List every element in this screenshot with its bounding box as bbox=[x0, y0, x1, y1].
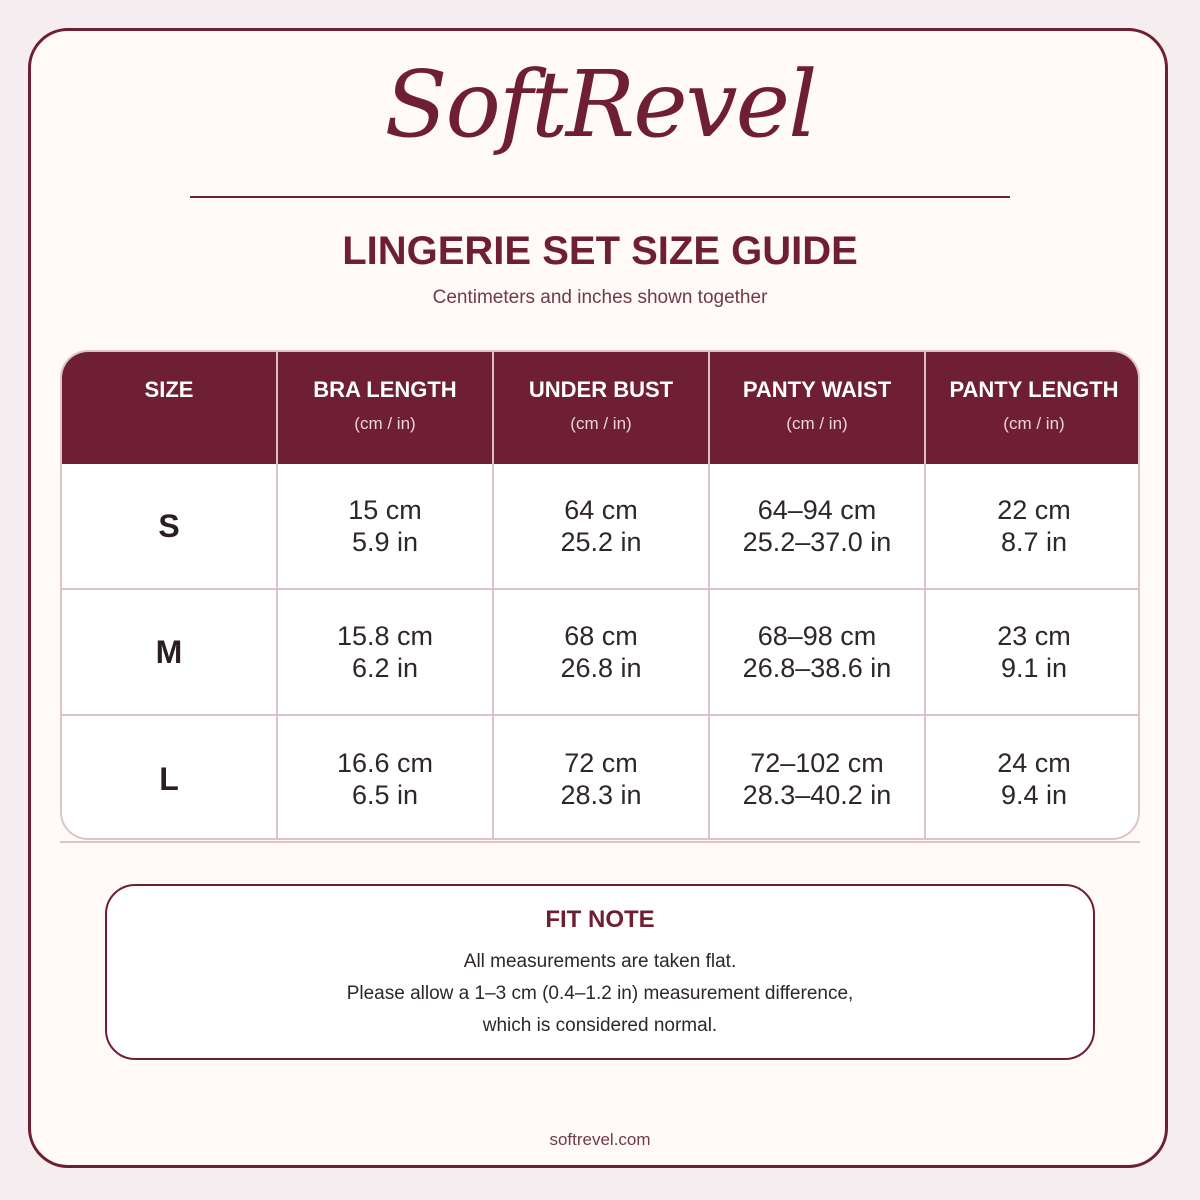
cm-value: 16.6 cm bbox=[336, 748, 434, 778]
cm-value: 24 cm bbox=[997, 748, 1071, 778]
fit-note-title: FIT NOTE bbox=[545, 906, 655, 933]
in-value: 28.3–40.2 in bbox=[742, 780, 892, 810]
cm-value: 72 cm bbox=[564, 748, 638, 778]
in-value: 26.8–38.6 in bbox=[742, 653, 892, 683]
table-header bbox=[62, 352, 1140, 464]
in-value: 5.9 in bbox=[351, 527, 419, 557]
panty-length-cell bbox=[926, 590, 1140, 714]
panty-length-cell bbox=[926, 464, 1140, 588]
cm-value: 22 cm bbox=[997, 495, 1071, 525]
in-value: 9.4 in bbox=[1000, 780, 1068, 810]
size-cell: S bbox=[62, 464, 278, 588]
bra-length-cell bbox=[278, 464, 494, 588]
website-link[interactable]: softrevel.com bbox=[549, 1130, 651, 1149]
cm-value: 68–98 cm bbox=[757, 621, 877, 651]
column-header-unit: (cm / in) bbox=[570, 414, 632, 433]
column-header-label: PANTY LENGTH bbox=[949, 377, 1119, 402]
in-value: 6.2 in bbox=[351, 653, 419, 683]
panty-waist-cell bbox=[710, 464, 926, 588]
fit-note-box bbox=[105, 884, 1095, 1060]
table-row bbox=[62, 590, 1140, 716]
in-value: 25.2–37.0 in bbox=[742, 527, 892, 557]
column-header-unit: (cm / in) bbox=[354, 414, 416, 433]
column-header-label: UNDER BUST bbox=[528, 377, 674, 402]
cm-value: 72–102 cm bbox=[750, 748, 884, 778]
column-header-bra-length bbox=[278, 352, 494, 464]
column-header-unit: (cm / in) bbox=[1003, 414, 1065, 433]
fit-note-line: All measurements are taken flat. bbox=[463, 951, 737, 972]
header-divider bbox=[190, 196, 1010, 198]
under-bust-cell bbox=[494, 590, 710, 714]
page-subtitle: Centimeters and inches shown together bbox=[432, 287, 768, 308]
size-table bbox=[60, 350, 1140, 840]
column-header-label: PANTY WAIST bbox=[742, 377, 892, 402]
cm-value: 68 cm bbox=[564, 621, 638, 651]
column-header-unit: (cm / in) bbox=[786, 414, 848, 433]
bra-length-cell bbox=[278, 716, 494, 840]
under-bust-cell bbox=[494, 716, 710, 840]
fit-note-line: Please allow a 1–3 cm (0.4–1.2 in) measurement difference, bbox=[346, 983, 854, 1004]
in-value: 28.3 in bbox=[560, 780, 642, 810]
size-cell: M bbox=[62, 590, 278, 714]
bra-length-cell bbox=[278, 590, 494, 714]
cm-value: 64–94 cm bbox=[757, 495, 877, 525]
cm-value: 15.8 cm bbox=[336, 621, 434, 651]
fit-note-text bbox=[107, 946, 1093, 1042]
in-value: 6.5 in bbox=[351, 780, 419, 810]
column-header-under-bust bbox=[494, 352, 710, 464]
fit-note-line: which is considered normal. bbox=[482, 1015, 718, 1036]
column-header-panty-length bbox=[926, 352, 1140, 464]
column-header-label: SIZE bbox=[144, 377, 194, 402]
column-header-label: BRA LENGTH bbox=[313, 377, 457, 402]
column-header-size bbox=[62, 352, 278, 464]
table-body bbox=[62, 464, 1140, 840]
cm-value: 15 cm bbox=[348, 495, 422, 525]
table-row bbox=[62, 464, 1140, 590]
panty-waist-cell bbox=[710, 590, 926, 714]
in-value: 9.1 in bbox=[1000, 653, 1068, 683]
panty-length-cell bbox=[926, 716, 1140, 840]
in-value: 26.8 in bbox=[560, 653, 642, 683]
table-row bbox=[62, 716, 1140, 840]
brand-logo: SoftRevel bbox=[384, 51, 816, 158]
column-header-panty-waist bbox=[710, 352, 926, 464]
table-bottom-divider bbox=[60, 841, 1140, 843]
in-value: 25.2 in bbox=[560, 527, 642, 557]
in-value: 8.7 in bbox=[1000, 527, 1068, 557]
cm-value: 64 cm bbox=[564, 495, 638, 525]
panty-waist-cell bbox=[710, 716, 926, 840]
cm-value: 23 cm bbox=[997, 621, 1071, 651]
size-cell: L bbox=[62, 716, 278, 840]
under-bust-cell bbox=[494, 464, 710, 588]
page-title: LINGERIE SET SIZE GUIDE bbox=[342, 229, 858, 273]
